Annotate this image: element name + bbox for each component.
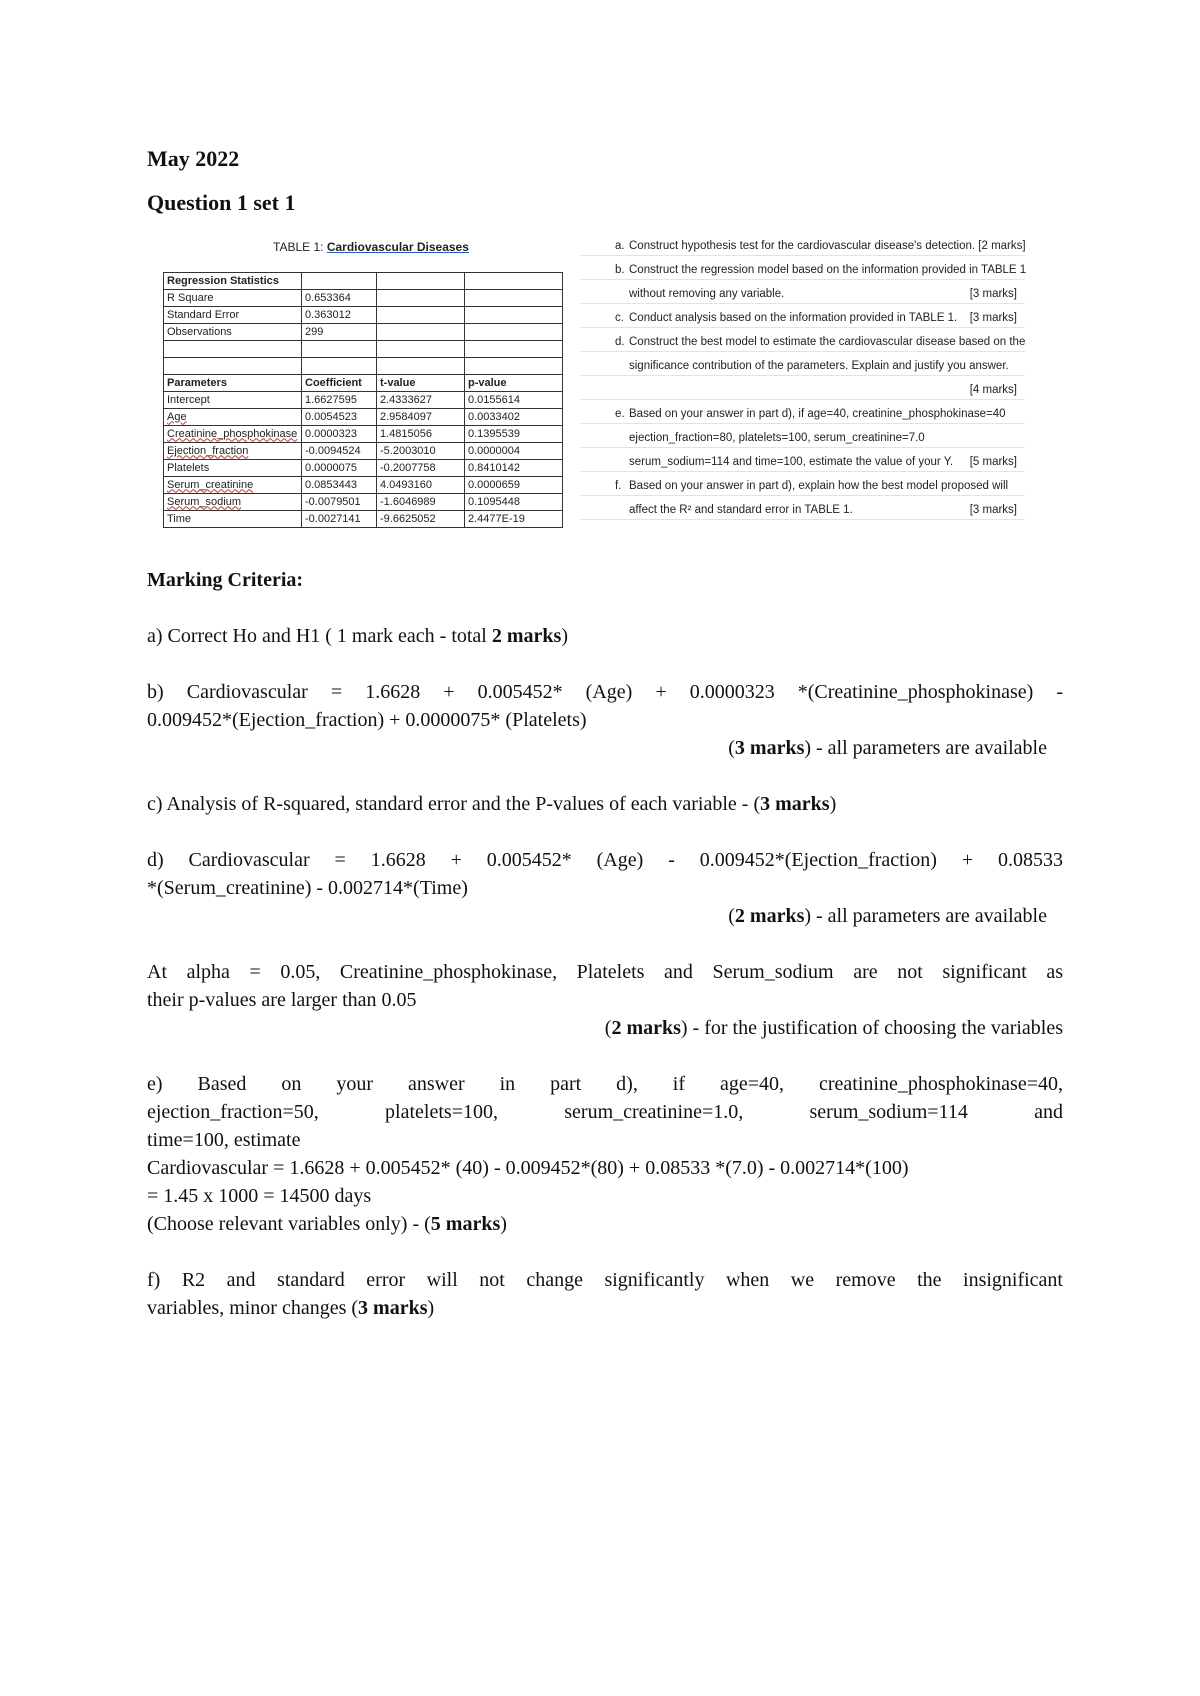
table-row <box>164 511 563 528</box>
regression-header: Regression Statistics <box>164 273 302 290</box>
param-header: Parameters <box>164 375 302 392</box>
param-coef: -0.0094524 <box>302 443 377 460</box>
param-tvalue: -1.6046989 <box>377 494 465 511</box>
param-pvalue: 0.0000004 <box>465 443 563 460</box>
table-row <box>164 426 563 443</box>
criterion-f-line2: variables, minor changes (3 marks) <box>147 1297 435 1319</box>
criterion-c: c) Analysis of R-squared, standard error and the P-values of each variable - (3 marks) <box>147 793 837 815</box>
param-pvalue: 0.1395539 <box>465 426 563 443</box>
param-pvalue: 0.0155614 <box>465 392 563 409</box>
criterion-d-line1: d) Cardiovascular = 1.6628 + 0.005452* (Age) - 0.009452*(Ejection_fraction) + 0.08533 <box>147 849 1063 871</box>
stat-value: 0.363012 <box>302 307 377 324</box>
param-name: Serum_sodium <box>164 494 302 511</box>
table-row <box>164 290 563 307</box>
param-coef: -0.0079501 <box>302 494 377 511</box>
param-coef: -0.0027141 <box>302 511 377 528</box>
table-row <box>164 358 563 375</box>
table-row <box>164 341 563 358</box>
document-date: May 2022 <box>147 146 240 171</box>
question-e: e. Based on your answer in part d), if age=40, creatinine_phosphokinase=40 <box>581 400 1025 424</box>
table-row <box>164 443 563 460</box>
criterion-e-line4: Cardiovascular = 1.6628 + 0.005452* (40) - 0.009452*(80) + 0.08533 *(7.0) - 0.002714*(100) <box>147 1157 909 1179</box>
param-name: Intercept <box>164 392 302 409</box>
param-pvalue: 0.0033402 <box>465 409 563 426</box>
param-tvalue: 4.0493160 <box>377 477 465 494</box>
param-name: Time <box>164 511 302 528</box>
question-c: c. Conduct analysis based on the information provided in TABLE 1. [3 marks] <box>581 304 1025 328</box>
param-header-row <box>164 375 563 392</box>
criterion-e-line3: time=100, estimate <box>147 1129 301 1151</box>
param-name: Serum_creatinine <box>164 477 302 494</box>
param-name: Age <box>164 409 302 426</box>
param-coef: 0.0853443 <box>302 477 377 494</box>
param-pvalue: 0.1095448 <box>465 494 563 511</box>
table-row <box>164 324 563 341</box>
table-row <box>164 392 563 409</box>
stat-label: Standard Error <box>164 307 302 324</box>
question-b: b. Construct the regression model based on the information provided in TABLE 1 <box>581 256 1025 280</box>
stat-label: R Square <box>164 290 302 307</box>
param-name: Ejection_fraction <box>164 443 302 460</box>
alpha-marks: (2 marks) - for the justification of choosing the variables <box>604 1017 1063 1039</box>
criterion-b-marks: (3 marks) - all parameters are available <box>728 737 1047 759</box>
table-title <box>273 240 469 254</box>
alpha-line2: their p-values are larger than 0.05 <box>147 989 417 1011</box>
table-row <box>164 460 563 477</box>
param-pvalue: 0.8410142 <box>465 460 563 477</box>
param-tvalue: 2.9584097 <box>377 409 465 426</box>
criterion-d-marks: (2 marks) - all parameters are available <box>728 905 1047 927</box>
param-coef: 0.0000075 <box>302 460 377 477</box>
param-tvalue: 1.4815056 <box>377 426 465 443</box>
param-name: Platelets <box>164 460 302 477</box>
criterion-b-line1: b) Cardiovascular = 1.6628 + 0.005452* (Age) + 0.0000323 *(Creatinine_phosphokinase) - <box>147 681 1063 703</box>
alpha-line1: At alpha = 0.05, Creatinine_phosphokinase, Platelets and Serum_sodium are not significant as <box>147 961 1063 983</box>
param-pvalue: 0.0000659 <box>465 477 563 494</box>
regression-table <box>163 272 563 528</box>
table-row <box>164 307 563 324</box>
table-row <box>164 273 563 290</box>
param-tvalue: -5.2003010 <box>377 443 465 460</box>
criterion-e-line2: ejection_fraction=50, platelets=100, serum_creatinine=1.0, serum_sodium=114 and <box>147 1101 1063 1123</box>
param-tvalue: -9.6625052 <box>377 511 465 528</box>
criterion-d-line2: *(Serum_creatinine) - 0.002714*(Time) <box>147 877 468 899</box>
criterion-f-line1: f) R2 and standard error will not change significantly when we remove the insignificant <box>147 1269 1063 1291</box>
criterion-b-line2: 0.009452*(Ejection_fraction) + 0.0000075* (Platelets) <box>147 709 587 731</box>
table-title-prefix: TABLE 1: <box>273 240 327 254</box>
stat-value: 0.653364 <box>302 290 377 307</box>
table-row <box>164 494 563 511</box>
param-pvalue: 2.4477E-19 <box>465 511 563 528</box>
param-name: Creatinine_phosphokinase <box>164 426 302 443</box>
criterion-a: a) Correct Ho and H1 ( 1 mark each - total 2 marks) <box>147 625 568 647</box>
param-coef: 1.6627595 <box>302 392 377 409</box>
pvalue-header: p-value <box>465 375 563 392</box>
questions-panel: a. Construct hypothesis test for the cardiovascular disease's detection. [2 marks] b. Construct the regression model based on the information provided in TABLE 1 without removing any variable. [3 marks] c. Conduct analysis based on the information provided in TABLE 1. [3 marks] d. Construct the best model to estimate the cardiovascular disease based on the significance contribution of the parameters. Explain and justify you answer. [4 marks] e. Based on your answer in part d), if age=40, creatinine_phosphokinase=40 ejection_fraction=80, platelets=100, serum_creatinine=7.0 serum_sodium=114 and time=100, estimate the value of your Y. [5 marks] f. Based on your answer in part d), explain how the best model proposed will affect the R² and standard error in TABLE 1. [3 marks] <box>581 232 1025 550</box>
param-tvalue: 2.4333627 <box>377 392 465 409</box>
criterion-e-line1: e) Based on your answer in part d), if age=40, creatinine_phosphokinase=40, <box>147 1073 1063 1095</box>
tvalue-header: t-value <box>377 375 465 392</box>
param-tvalue: -0.2007758 <box>377 460 465 477</box>
table-row <box>164 477 563 494</box>
table-row <box>164 409 563 426</box>
question-f: f. Based on your answer in part d), explain how the best model proposed will <box>581 472 1025 496</box>
table-panel <box>145 232 575 550</box>
criterion-e-line6: (Choose relevant variables only) - (5 marks) <box>147 1213 507 1235</box>
question-d: d. Construct the best model to estimate the cardiovascular disease based on the <box>581 328 1025 352</box>
question-figure <box>145 232 1025 550</box>
stat-value: 299 <box>302 324 377 341</box>
question-a: a. Construct hypothesis test for the cardiovascular disease's detection. [2 marks] <box>581 232 1025 256</box>
param-coef: 0.0000323 <box>302 426 377 443</box>
coef-header: Coefficient <box>302 375 377 392</box>
criterion-e-line5: = 1.45 x 1000 = 14500 days <box>147 1185 372 1207</box>
question-title: Question 1 set 1 <box>147 190 296 215</box>
marking-criteria-title: Marking Criteria: <box>147 569 304 591</box>
stat-label: Observations <box>164 324 302 341</box>
param-coef: 0.0054523 <box>302 409 377 426</box>
table-title-name: Cardiovascular Diseases <box>326 240 469 254</box>
